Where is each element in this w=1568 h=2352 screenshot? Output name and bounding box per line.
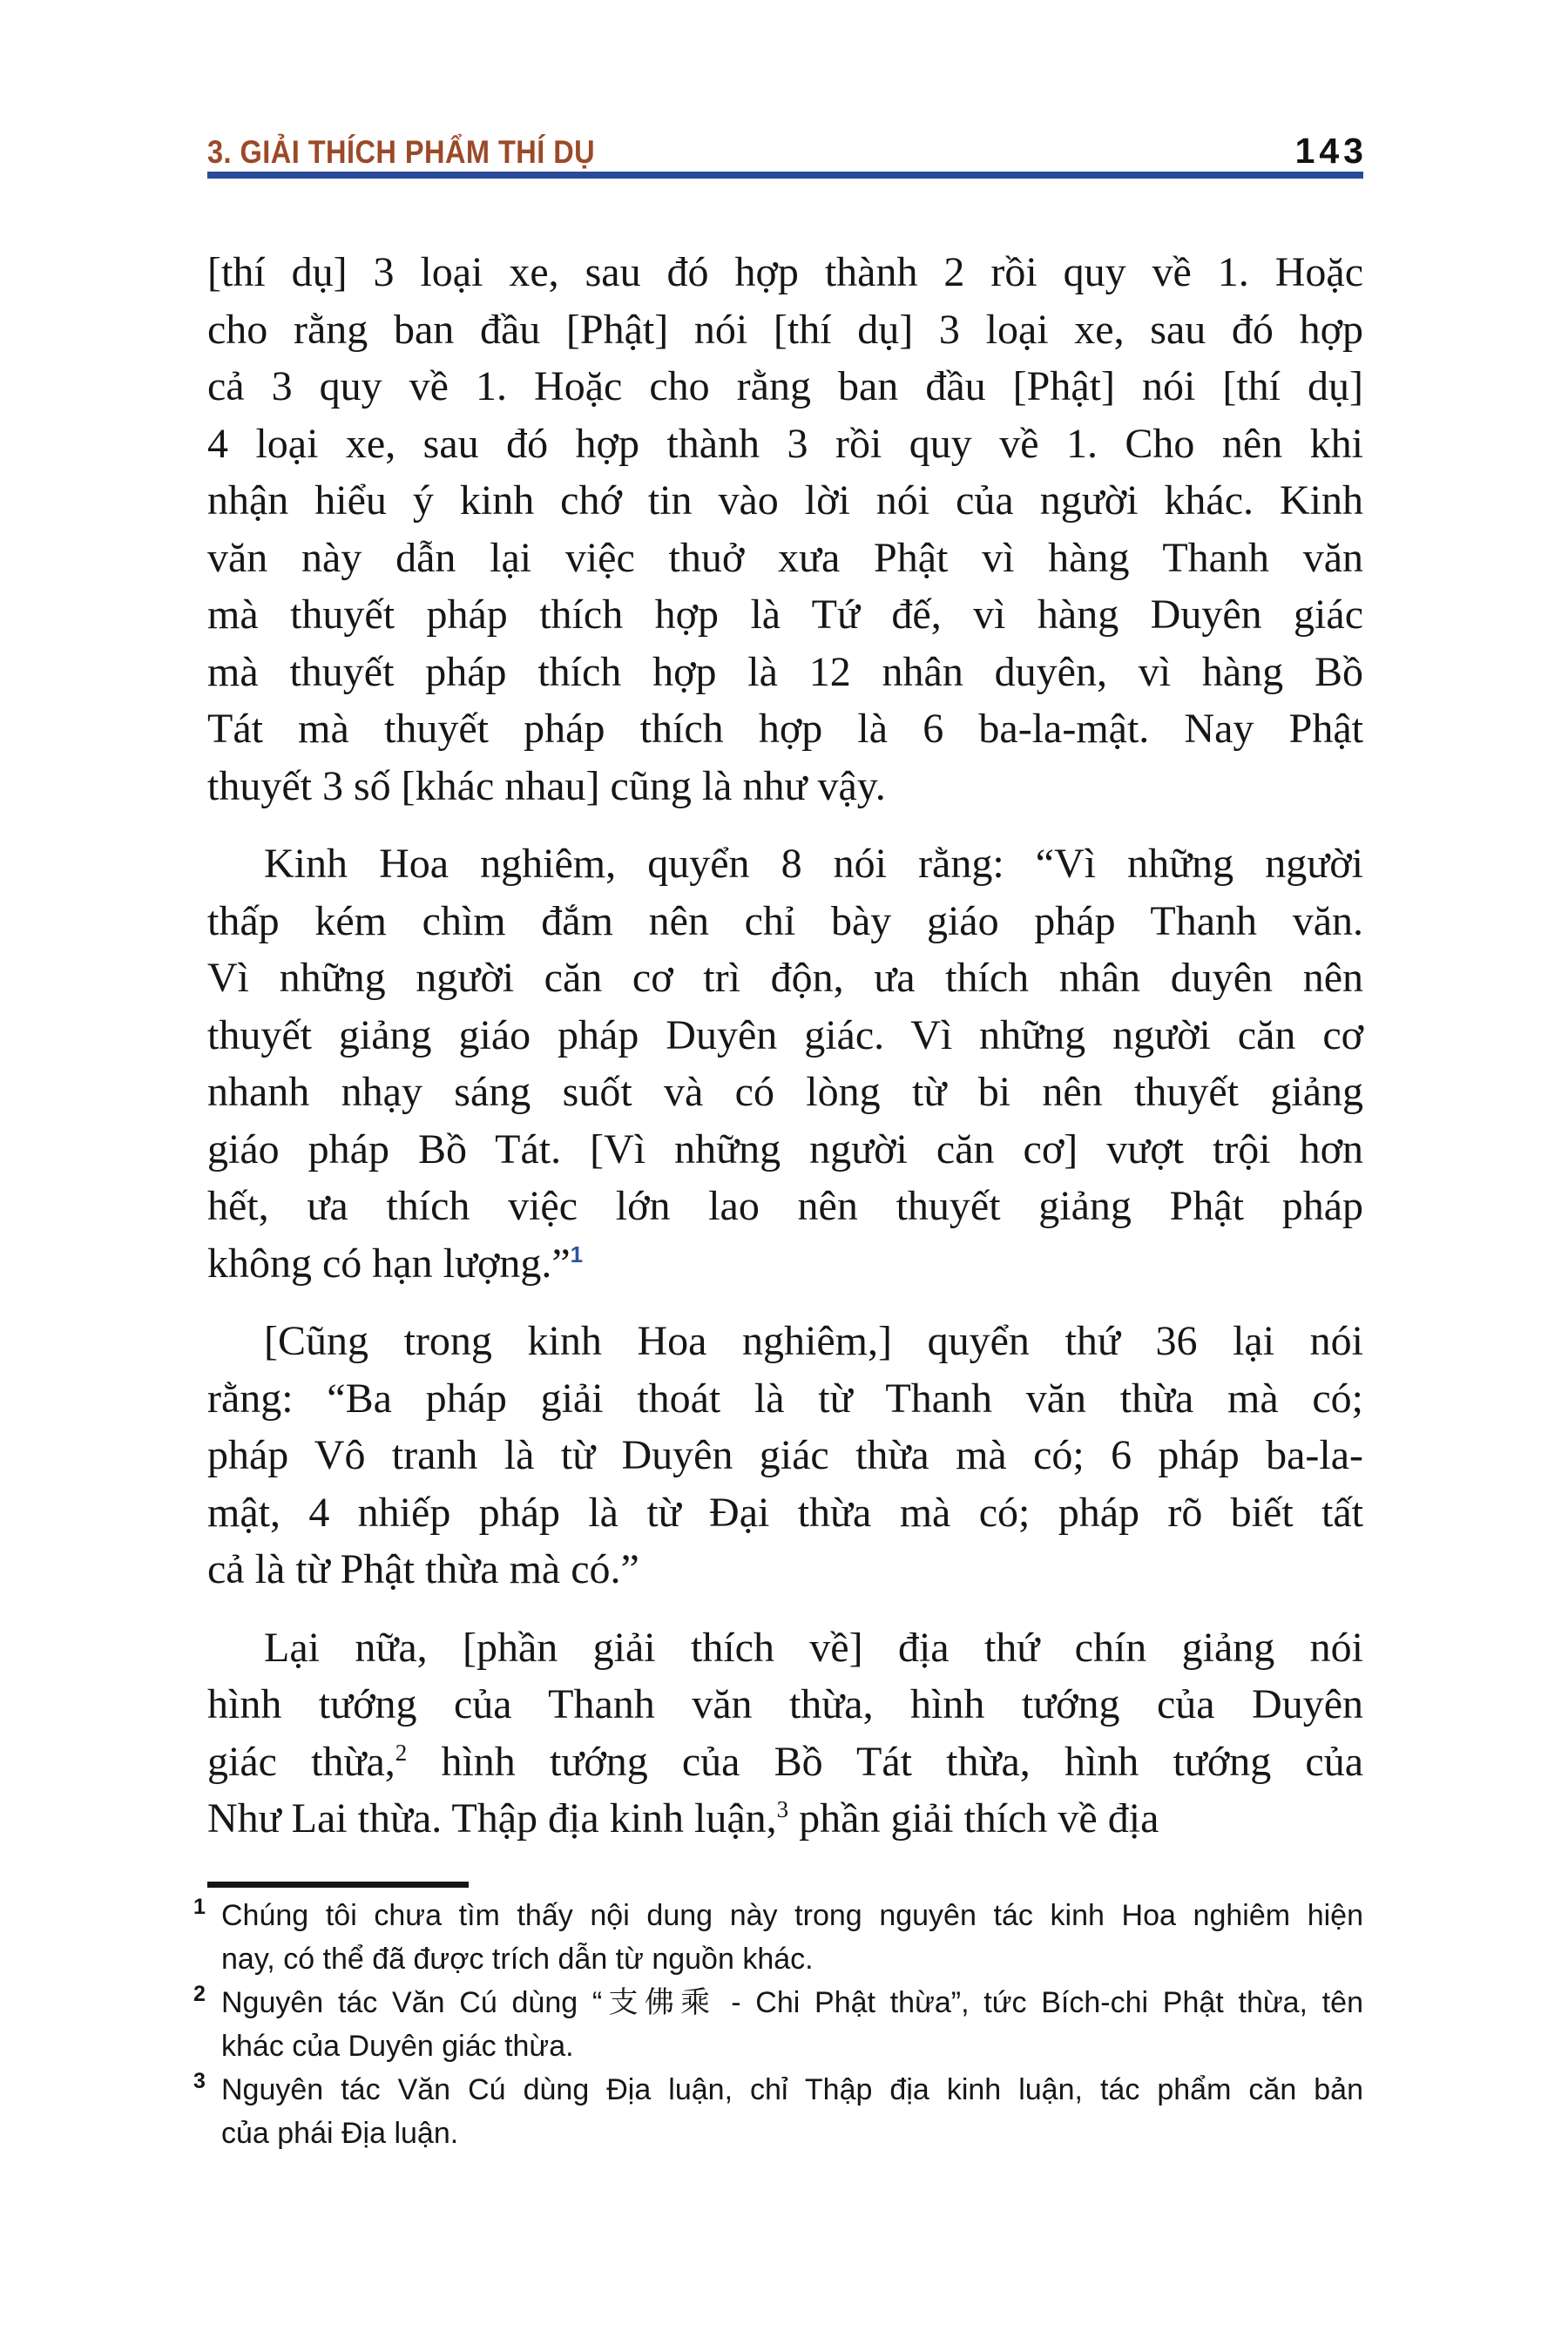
footnote-line: nay, có thể đã được trích dẫn từ nguồn khác. (221, 1943, 814, 1976)
body-line: không có hạn lượng.”$^1$ (207, 1240, 584, 1287)
body-line: [Cũng trong kinh Hoa nghiêm,] quyển thứ 36 lại nói (264, 1318, 1363, 1364)
body-line: Tát mà thuyết pháp thích hợp là 6 ba-la-mật. Nay Phật (207, 706, 1363, 752)
paragraph (207, 1313, 1363, 1598)
page-number: 143 (1294, 131, 1368, 171)
body-paragraphs (207, 244, 1363, 1848)
body-line: mà thuyết pháp thích hợp là Tứ đế, vì hàng Duyên giác (207, 591, 1363, 638)
body-line: hình tướng của Thanh văn thừa, hình tướng của Duyên (207, 1681, 1363, 1727)
body-line: mà thuyết pháp thích hợp là 12 nhân duyên, vì hàng Bồ (207, 648, 1363, 695)
footnote-line: của phái Địa luận. (221, 2117, 459, 2150)
body-line: 4 loại xe, sau đó hợp thành 3 rồi quy về 1. Cho nên khi (207, 420, 1363, 467)
footnote (193, 1894, 1363, 1981)
footnote-marker-2: 2 (193, 1982, 206, 2006)
body-line: thuyết giảng giáo pháp Duyên giác. Vì những người căn cơ (207, 1011, 1363, 1058)
footnote-ref-1: 1 (570, 1240, 584, 1267)
body-line: mật, 4 nhiếp pháp là từ Đại thừa mà có; pháp rõ biết tất (207, 1489, 1363, 1536)
footnote-line: Nguyên tác Văn Cú dùng Địa luận, chỉ Thập địa kinh luận, tác phẩm căn bản (221, 2073, 1363, 2106)
body-line: thấp kém chìm đắm nên chỉ bày giáo pháp Thanh văn. (207, 897, 1363, 944)
body-line: cả là từ Phật thừa mà có.” (207, 1546, 639, 1592)
paragraph (207, 835, 1363, 1292)
body-line: Vì những người căn cơ trì độn, ưa thích nhân duyên nên (207, 955, 1363, 1001)
footnote-ref-2: 2 (395, 1739, 408, 1766)
body-line: nhanh nhạy sáng suốt và có lòng từ bi nên thuyết giảng (207, 1069, 1363, 1115)
header-rule (207, 172, 1363, 179)
body-line: Kinh Hoa nghiêm, quyển 8 nói rằng: “Vì những người (264, 841, 1363, 887)
footnote (193, 2068, 1363, 2155)
footnote-line: Chúng tôi chưa tìm thấy nội dung này trong nguyên tác kinh Hoa nghiêm hiện (221, 1899, 1363, 1932)
body-line: cho rằng ban đầu [Phật] nói [thí dụ] 3 loại xe, sau đó hợp (207, 306, 1363, 353)
body-line: hết, ưa thích việc lớn lao nên thuyết giảng Phật pháp (207, 1183, 1363, 1229)
body-line: văn này dẫn lại việc thuở xưa Phật vì hàng Thanh văn (207, 534, 1363, 581)
body-line: cả 3 quy về 1. Hoặc cho rằng ban đầu [Phật] nói [thí dụ] (207, 363, 1363, 409)
body-line: rằng: “Ba pháp giải thoát là từ Thanh văn thừa mà có; (207, 1375, 1363, 1422)
footnote (193, 1981, 1363, 2068)
paragraph (207, 1619, 1363, 1848)
footnote-line: khác của Duyên giác thừa. (221, 2030, 574, 2063)
body-line: giác thừa,$^2$ hình tướng của Bồ Tát thừa, hình tướng của (207, 1738, 1363, 1785)
footnote-marker-1: 1 (193, 1895, 206, 1919)
body-line: nhận hiểu ý kinh chớ tin vào lời nói của người khác. Kinh (207, 477, 1363, 524)
chapter-header-title: 3. GIẢI THÍCH PHẨM THÍ DỤ (207, 134, 596, 170)
body-line: giáo pháp Bồ Tát. [Vì những người căn cơ] vượt trội hơn (207, 1125, 1363, 1173)
paragraph (207, 244, 1363, 814)
body-line: pháp Vô tranh là từ Duyên giác thừa mà có; 6 pháp ba-la- (207, 1432, 1363, 1478)
footnotes (193, 1894, 1363, 2155)
page-header (207, 131, 1368, 172)
body-line: Lại nữa, [phần giải thích về] địa thứ chín giảng nói (264, 1624, 1363, 1671)
footnote-separator (207, 1882, 469, 1888)
body-line: thuyết 3 số [khác nhau] cũng là như vậy. (207, 762, 886, 809)
body-line: [thí dụ] 3 loại xe, sau đó hợp thành 2 rồi quy về 1. Hoặc (207, 249, 1363, 295)
body-line: Như Lai thừa. Thập địa kinh luận,$^3$ phần giải thích về địa (207, 1795, 1159, 1842)
footnote-line: Nguyên tác Văn Cú dùng “支佛乘 - Chi Phật thừa”, tức Bích-chi Phật thừa, tên (221, 1986, 1363, 2019)
footnote-ref-3: 3 (776, 1796, 789, 1822)
footnote-marker-3: 3 (193, 2069, 206, 2093)
